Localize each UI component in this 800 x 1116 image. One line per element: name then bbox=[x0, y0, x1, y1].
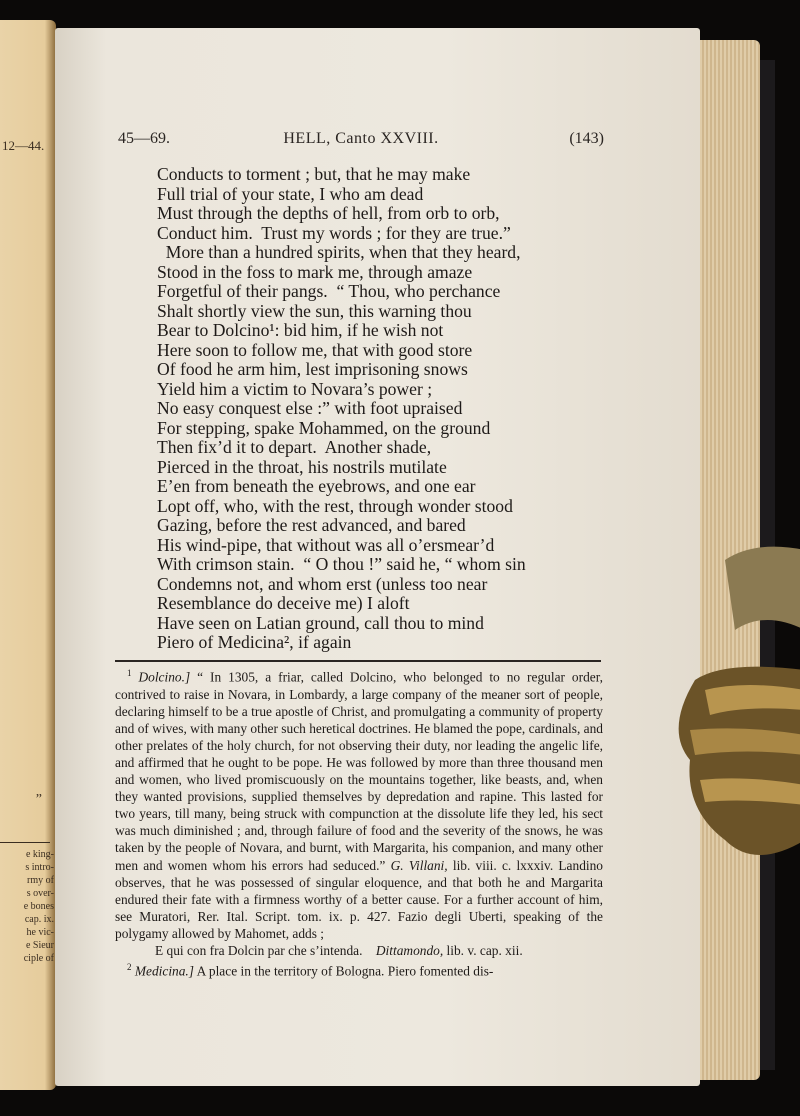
fragment: e Sieur bbox=[25, 940, 54, 951]
poem-line: Gazing, before the rest advanced, and bared bbox=[157, 515, 466, 535]
left-quote-mark: ” bbox=[35, 792, 42, 807]
poem-line: Pierced in the throat, his nostrils mutilate bbox=[157, 456, 447, 477]
poem-line: Lopt off, who, with the rest, through wonder stood bbox=[157, 495, 513, 516]
fragment: ciple of bbox=[23, 953, 54, 964]
fragment: he vic- bbox=[26, 927, 54, 938]
poem-line: E’en from beneath the eyebrows, and one ear bbox=[157, 476, 476, 496]
footnote-term: Dolcino.] bbox=[138, 669, 191, 685]
fragment: s over- bbox=[26, 888, 54, 899]
left-page bbox=[0, 20, 56, 1090]
poem-line: More than a hundred spirits, when that they heard, bbox=[157, 242, 521, 262]
poem-line: Then fix’d it to depart. Another shade, bbox=[157, 437, 432, 457]
brass-clasp bbox=[665, 540, 800, 880]
poem-line: Bear to Dolcino¹: bid him, if he wish not bbox=[157, 320, 444, 340]
poem-line: For stepping, spake Mohammed, on the ground bbox=[157, 417, 491, 438]
fragment: s intro- bbox=[25, 862, 54, 873]
footnote-term: Medicina.] bbox=[134, 963, 194, 979]
fragment: e bones bbox=[23, 901, 54, 912]
poem-text bbox=[157, 165, 526, 653]
fragment: rmy of bbox=[27, 875, 54, 886]
citation-ref: lib. v. cap. xii. bbox=[443, 942, 523, 958]
left-fragments bbox=[0, 848, 54, 965]
fragment: cap. ix. bbox=[24, 914, 54, 925]
poem-line: Shalt shortly view the sun, this warning thou bbox=[157, 300, 472, 321]
poem-line: Stood in the foss to mark me, through amaze bbox=[157, 261, 473, 282]
poem-line: His wind-pipe, that without was all o’ersmear’d bbox=[157, 534, 495, 555]
poem-line: Forgetful of their pangs. “ Thou, who perchance bbox=[157, 281, 501, 301]
poem-line: Piero of Medicina², if again bbox=[157, 632, 352, 652]
fragment: e king- bbox=[25, 849, 54, 860]
poem-line: No easy conquest else :” with foot upraised bbox=[157, 398, 463, 418]
poem-line: With crimson stain. “ O thou !” said he, “ whom sin bbox=[157, 554, 526, 574]
poem-line: Must through the depths of hell, from orb to orb, bbox=[157, 203, 500, 223]
poem-line: Full trial of your state, I who am dead bbox=[157, 183, 424, 204]
footnote-marker: 2 bbox=[127, 962, 132, 973]
poem-line: Condemns not, and whom erst (unless too near bbox=[157, 573, 488, 594]
verse-text: E qui con fra Dolcin par che s’intenda. bbox=[155, 942, 363, 958]
left-footnote-rule bbox=[0, 842, 50, 843]
poem-line: Conducts to torment ; but, that he may make bbox=[157, 164, 471, 184]
page-number: (143) bbox=[569, 130, 604, 147]
footnote-marker: 1 bbox=[127, 668, 132, 678]
poem-line: Have seen on Latian ground, call thou to mind bbox=[157, 612, 484, 633]
footnote-text: lib. viii. c. lxxxiv. Landino observes, that he was possessed of singular eloquence, and that both he and Margarita endured their fate with a firmness worthy of a better cause. For a further account of him, see Muratori, Rer. Ital. Script. tom. ix. p. 427. Fazio degli Uberti, speaking of the polygamy allowed by Mahomet, adds ; bbox=[115, 857, 604, 941]
footnote-text: A place in the territory of Bologna. Piero fomented dis- bbox=[194, 963, 494, 979]
poem-line: Conduct him. Trust my words ; for they are true.” bbox=[157, 222, 511, 243]
footnote-1 bbox=[115, 665, 603, 942]
citation: G. Villani, bbox=[390, 857, 448, 873]
poem-line: Resemblance do deceive me) I aloft bbox=[157, 593, 410, 613]
footnote-text: “ In 1305, a friar, called Dolcino, who belonged to no regular order, contrived to raise in Novara, in Lombardy, a large company of the meaner sort of people, declaring himself to be a true apostle of Christ, and promulgating a community of property and of wives, with many other such heretical doctrines. He blamed the pope, cardinals, and other prelates of the holy church, for not observing their duty, nor leading the angelic life, and affirmed that he ought to be pope. He was followed by more than three thousand men and women, who lived promiscuously on the mountains together, like beasts, and, when they wanted provisions, supplied themselves by depredation and rapine. This lasted for two years, till many, being struck with compunction at the dissolute life they led, his sect was much diminished ; and, through failure of food and the severity of the snows, he was taken by the people of Novara, and burnt, with Margarita, his companion, and many other men and women whom his errors had seduced.” bbox=[115, 669, 603, 873]
citation: Dittamondo, bbox=[375, 942, 444, 958]
left-page-ref: 12—44. bbox=[2, 138, 45, 153]
line-range: 45—69. bbox=[118, 130, 170, 147]
canto-title: HELL, Canto XXVIII. bbox=[283, 130, 439, 147]
poem-line: Of food he arm him, lest imprisoning snows bbox=[157, 359, 468, 379]
poem-line: Yield him a victim to Novara’s power ; bbox=[157, 378, 433, 399]
poem-line: Here soon to follow me, that with good store bbox=[157, 339, 473, 360]
verse-quote bbox=[115, 942, 603, 959]
footnotes bbox=[115, 665, 603, 980]
footnote-rule bbox=[115, 660, 601, 662]
footnote-2 bbox=[115, 959, 603, 980]
